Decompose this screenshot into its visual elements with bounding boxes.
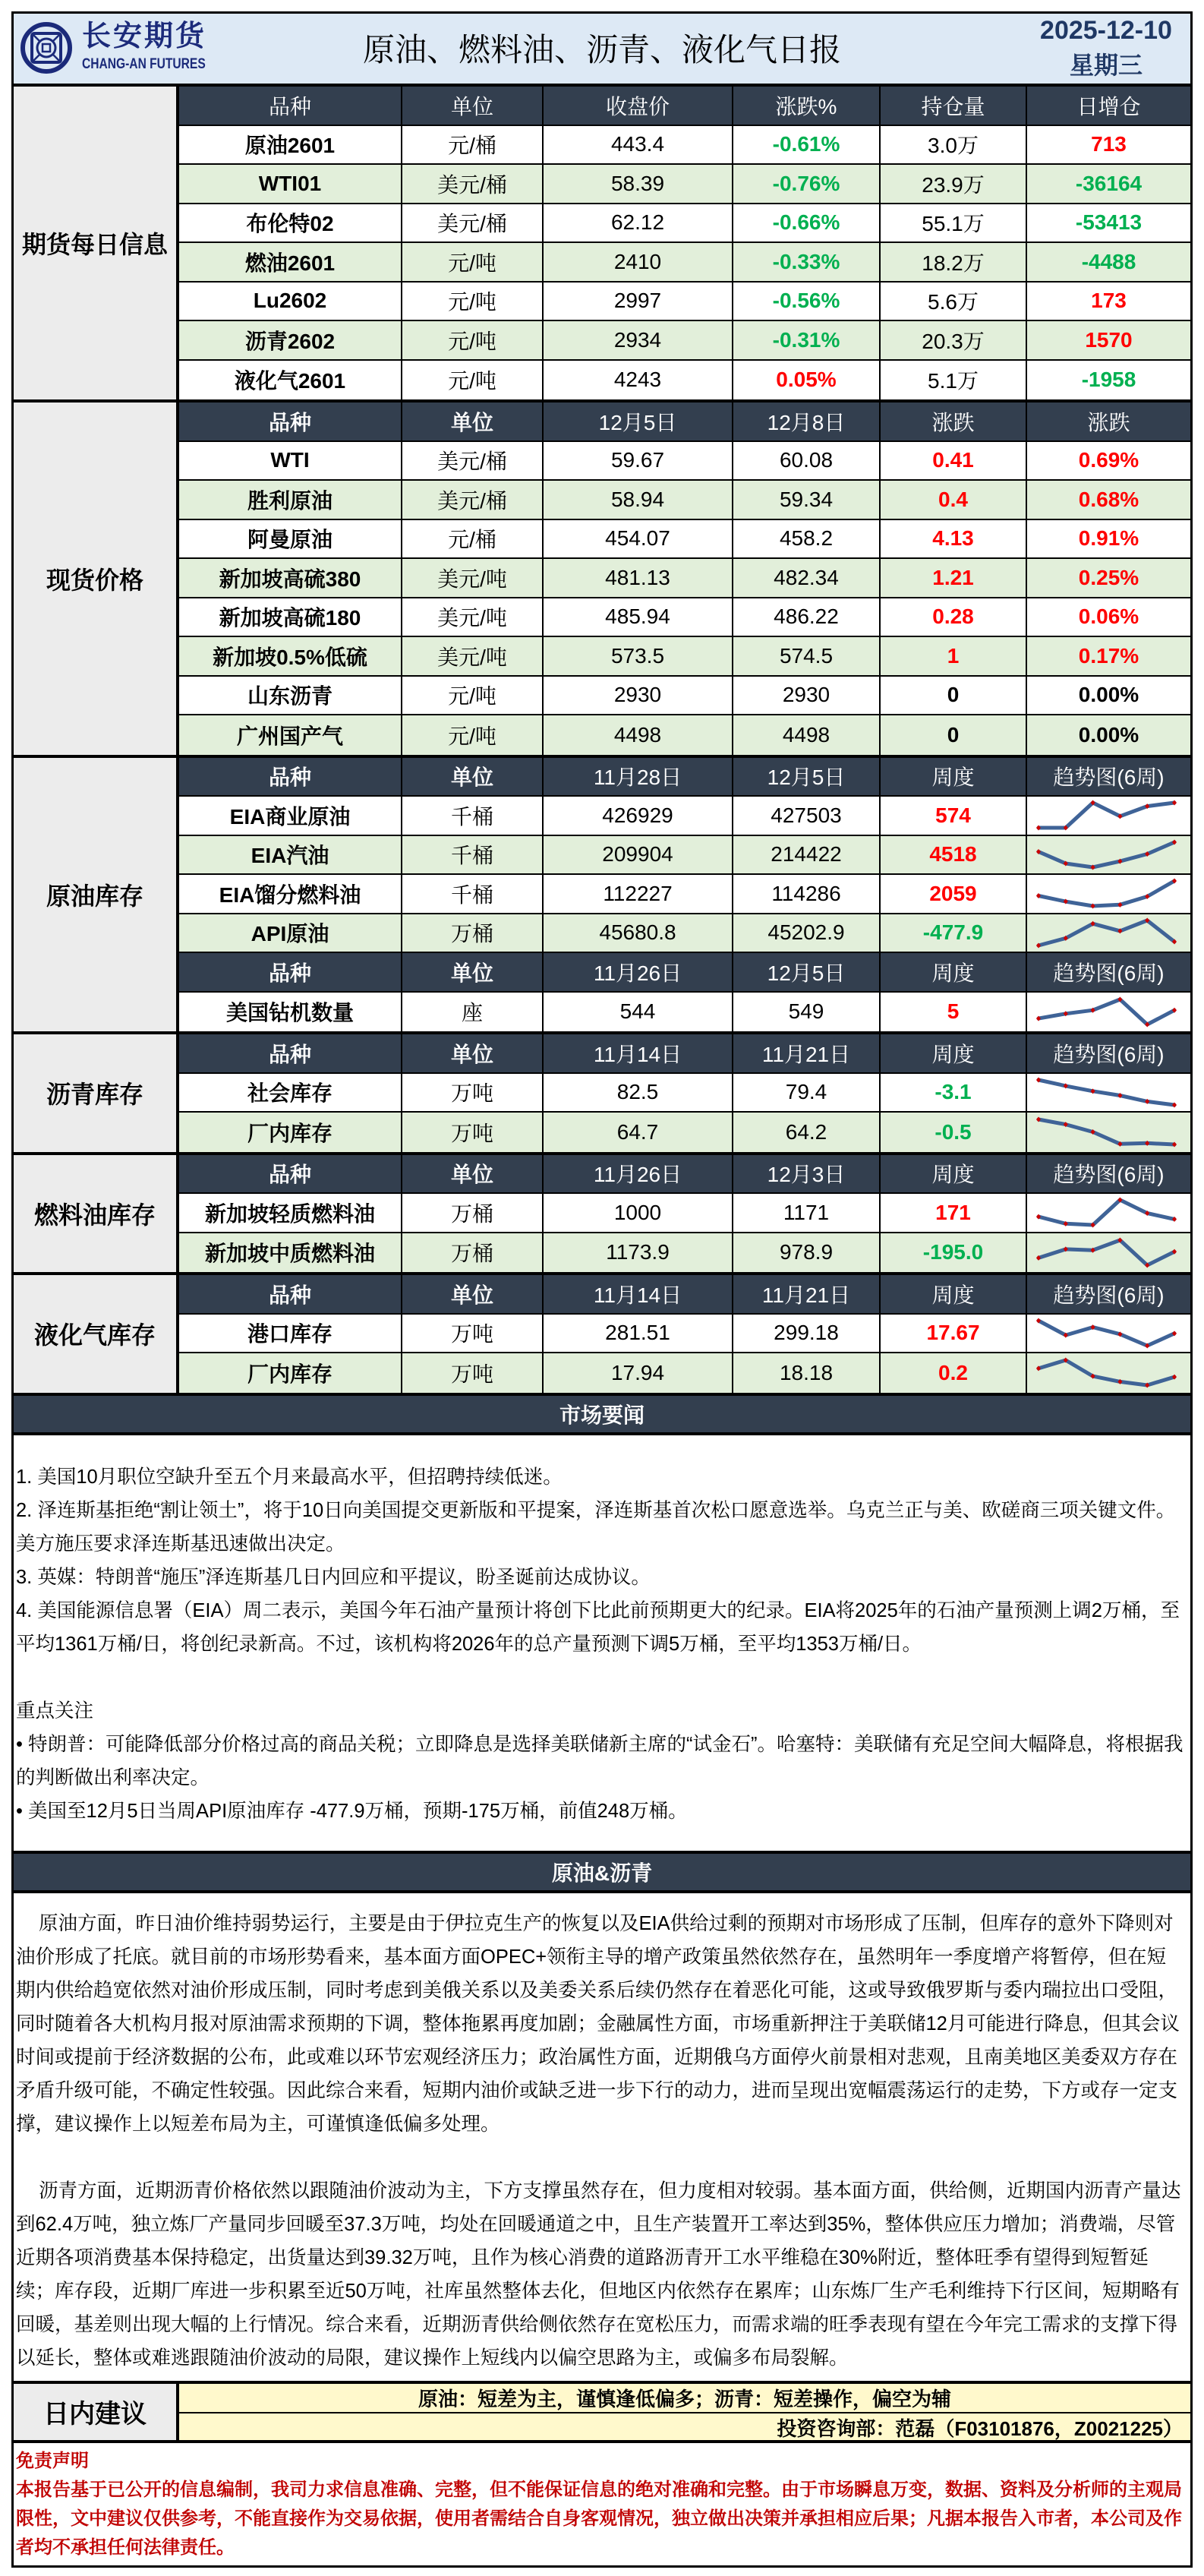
table-row <box>179 715 1190 755</box>
change-pct: -0.33% <box>733 243 881 281</box>
disclaimer-title: 免责声明 <box>16 2450 89 2471</box>
item-name: 社会库存 <box>179 1074 402 1112</box>
item-name: 厂内库存 <box>179 1353 402 1393</box>
column-header: 趋势图(6周) <box>1053 1163 1165 1187</box>
table-row <box>179 1074 1190 1113</box>
table-header-row <box>179 1155 1190 1195</box>
previous-price: 59.67 <box>544 442 733 480</box>
table-header-row <box>179 1034 1190 1074</box>
item-name: 港口库存 <box>179 1315 402 1353</box>
weekly-change: 4518 <box>881 836 1027 874</box>
item-name: 新加坡0.5%低硫 <box>179 637 402 675</box>
unit: 元/吨 <box>402 715 544 755</box>
weekly-change: 2059 <box>881 875 1027 913</box>
unit: 元/桶 <box>402 520 544 558</box>
unit: 万吨 <box>402 1353 544 1393</box>
change: 1.21 <box>881 559 1027 597</box>
change-pct: -0.61% <box>733 126 881 164</box>
column-header: 12月3日 <box>733 1155 881 1193</box>
news-item: 3. 英媒：特朗普“施压”泽连斯基几日内回应和平提议，盼圣诞前达成协议。 <box>16 1566 651 1588</box>
unit: 千桶 <box>402 875 544 913</box>
table-row <box>179 481 1190 520</box>
column-header: 品种 <box>179 87 402 125</box>
column-header: 周度 <box>881 953 1027 991</box>
item-name: EIA馏分燃料油 <box>179 875 402 913</box>
current-price: 60.08 <box>733 442 881 480</box>
trend-sparkline <box>1027 914 1190 952</box>
unit: 美元/桶 <box>402 165 544 203</box>
crude-inventory-section <box>14 758 1190 1035</box>
previous-value: 281.51 <box>544 1315 733 1353</box>
current-value: 18.18 <box>733 1353 881 1393</box>
previous-value: 17.94 <box>544 1353 733 1393</box>
section-label: 现货价格 <box>14 402 179 755</box>
column-header: 11月26日 <box>544 953 733 991</box>
table-row <box>179 321 1190 361</box>
oi-change: -1958 <box>1081 368 1136 392</box>
previous-price: 58.94 <box>544 481 733 519</box>
previous-value: 1000 <box>544 1194 733 1232</box>
current-price: 59.34 <box>733 481 881 519</box>
unit: 千桶 <box>402 797 544 835</box>
item-name: EIA汽油 <box>179 836 402 874</box>
intraday-advice-section <box>14 2384 1190 2443</box>
focus-item: • 特朗普：可能降低部分价格过高的商品关税；立即降息是选择美联储新主席的“试金石”。哈塞特：美联储有充足空间大幅降息，将根据我的判断做出利率决定。 <box>16 1733 1184 1788</box>
unit: 万桶 <box>402 914 544 952</box>
unit: 座 <box>402 993 544 1032</box>
column-header: 品种 <box>179 1275 402 1313</box>
close-price: 62.12 <box>544 204 733 242</box>
column-header: 周度 <box>881 1155 1027 1193</box>
column-header: 涨跌% <box>733 87 881 125</box>
column-header: 单位 <box>402 402 544 440</box>
column-header: 品种 <box>179 758 402 796</box>
advice-block <box>179 2384 1190 2440</box>
section-label: 燃料油库存 <box>14 1155 179 1273</box>
contract-name: 原油2601 <box>179 126 402 164</box>
section-label: 沥青库存 <box>14 1034 179 1152</box>
weekly-change: 574 <box>881 797 1027 835</box>
item-name: 新加坡高硫180 <box>179 598 402 636</box>
sparkline-chart-icon <box>1027 1354 1190 1391</box>
brand-name-cn: 长安期货 <box>82 21 207 52</box>
lpg-inventory-section <box>14 1275 1190 1396</box>
change-pct: 0.06% <box>1078 605 1139 629</box>
change-pct: 0.00% <box>1078 683 1139 707</box>
table-row <box>179 559 1190 598</box>
news-item: 2. 泽连斯基拒绝“割让领土”，将于10日向美国提交更新版和平提案，泽连斯基首次松口愿意选举。乌克兰正与美、欧磋商三项关键文件。美方施压要求泽连斯基迅速做出决定。 <box>16 1499 1176 1555</box>
item-name: 广州国产气 <box>179 715 402 755</box>
focus-title: 重点关注 <box>16 1700 94 1722</box>
previous-value: 82.5 <box>544 1074 733 1112</box>
asphalt-inventory-section <box>14 1034 1190 1155</box>
item-name: 新加坡轻质燃料油 <box>179 1194 402 1232</box>
current-price: 4498 <box>733 715 881 755</box>
crude-oil-analysis: 原油方面，昨日油价维持弱势运行，主要是由于伊拉克生产的恢复以及EIA供给过剩的预期对市场形成了压制，但库存的意外下降则对油价形成了托底。就目前的市场形势看来，基本面方面OPEC+领衔主导的增产政策虽然依然存在，虽然明年一季度增产将暂停，但在短期内供给趋宽依然对油价形成压制，同时考虑到美俄关系以及美委关系后续仍然存在着恶化可能，这或导致俄罗斯与委内瑞拉出口受阻，同时随着各大机构月报对原油需求预期的下调，整体拖累再度加剧；金融属性方面，市场重新押注于美联储12月可能进行降息，但其会议时间或提前于经济数据的公布，此或难以环节宏观经济压力；政治属性方面，近期俄乌方面停火前景相对悲观，且南美地区美委双方存在矛盾升级可能，不确定性较强。因此综合来看，短期内油价或缺乏进一步下行的动力，进而呈现出宽幅震荡运行的走势，下方或存一定支撑，建议操作上以短差布局为主，可谨慎逢低偏多处理。 <box>16 1912 1180 2135</box>
section-label: 日内建议 <box>14 2384 179 2440</box>
trend-sparkline <box>1027 836 1190 874</box>
open-interest: 20.3万 <box>881 321 1027 359</box>
sparkline-chart-icon <box>1027 875 1190 912</box>
table-row <box>179 836 1190 876</box>
disclaimer-text: 本报告基于已公开的信息编制，我司力求信息准确、完整，但不能保证信息的绝对准确和完整。由于市场瞬息万变，数据、资料及分析师的主观局限性，文中建议仅供参考，不能直接作为交易依据，使用者需结合自身客观情况，独立做出决策并承担相应后果；凡据本报告入市者，本公司及作者均不承担任何法律责任。 <box>16 2479 1182 2558</box>
brand-name-en: CHANG-AN FUTURES <box>82 56 206 72</box>
column-header: 涨跌 <box>881 402 1027 440</box>
current-price: 482.34 <box>733 559 881 597</box>
table-header-row <box>179 758 1190 797</box>
table-row <box>179 993 1190 1032</box>
trend-sparkline <box>1027 1194 1190 1232</box>
report-title: 原油、燃料油、沥青、液化气日报 <box>362 32 841 68</box>
unit: 元/吨 <box>402 321 544 359</box>
weekly-change: 171 <box>881 1194 1027 1232</box>
trend-sparkline <box>1027 1074 1190 1112</box>
current-value: 1171 <box>733 1194 881 1232</box>
report-weekday: 星期三 <box>1069 52 1143 79</box>
change-pct: 0.69% <box>1078 448 1139 472</box>
table-row <box>179 520 1190 560</box>
market-news-header: 市场要闻 <box>14 1396 1190 1435</box>
asphalt-inventory-table <box>179 1034 1190 1152</box>
previous-price: 454.07 <box>544 520 733 558</box>
column-header: 日增仓 <box>1076 94 1141 118</box>
section-label: 原油库存 <box>14 758 179 1032</box>
table-row <box>179 243 1190 283</box>
unit: 万桶 <box>402 1233 544 1273</box>
table-header-row <box>179 87 1190 126</box>
close-price: 2410 <box>544 243 733 281</box>
item-name: 新加坡中质燃料油 <box>179 1233 402 1273</box>
table-header-row <box>179 953 1190 993</box>
report-date: 2025-12-10 <box>1040 16 1172 45</box>
oi-change: 1570 <box>1085 327 1133 352</box>
column-header: 周度 <box>881 758 1027 796</box>
weekly-change: -3.1 <box>881 1074 1027 1112</box>
current-value: 214422 <box>733 836 881 874</box>
table-row <box>179 1315 1190 1354</box>
open-interest: 55.1万 <box>881 204 1027 242</box>
change-pct: -0.56% <box>733 283 881 320</box>
advice-text: 原油：短差为主，谨慎逢低偏多；沥青：短差操作，偏空为辅 <box>179 2384 1190 2413</box>
close-price: 2997 <box>544 283 733 320</box>
unit: 元/吨 <box>402 243 544 281</box>
previous-value: 64.7 <box>544 1113 733 1152</box>
column-header: 单位 <box>402 953 544 991</box>
unit: 元/桶 <box>402 126 544 164</box>
current-price: 574.5 <box>733 637 881 675</box>
current-value: 549 <box>733 993 881 1032</box>
sparkline-chart-icon <box>1027 1113 1190 1151</box>
previous-price: 481.13 <box>544 559 733 597</box>
column-header: 品种 <box>179 1155 402 1193</box>
sparkline-chart-icon <box>1027 1074 1190 1111</box>
unit: 元/吨 <box>402 361 544 400</box>
report-header <box>14 14 1190 87</box>
table-row <box>179 914 1190 954</box>
table-row <box>179 126 1190 166</box>
unit: 美元/桶 <box>402 442 544 480</box>
change: 0 <box>881 715 1027 755</box>
oi-change: 173 <box>1091 289 1127 313</box>
oi-change: -53413 <box>1075 210 1143 235</box>
sparkline-chart-icon <box>1027 836 1190 873</box>
news-item: 4. 美国能源信息署（EIA）周二表示，美国今年石油产量预计将创下比此前预期更大的纪录。EIA将2025年的石油产量预测上调2万桶，至平均1361万桶/日，将创纪录新高。不过，该机构将2026年的总产量预测下调5万桶，至平均1353万桶/日。 <box>16 1599 1180 1655</box>
trend-sparkline <box>1027 797 1190 835</box>
report-date-block <box>1023 14 1189 80</box>
current-value: 978.9 <box>733 1233 881 1273</box>
column-header: 11月26日 <box>544 1155 733 1193</box>
change-pct: 0.68% <box>1078 487 1139 511</box>
column-header: 单位 <box>402 758 544 796</box>
current-value: 299.18 <box>733 1315 881 1353</box>
open-interest: 23.9万 <box>881 165 1027 203</box>
lpg-inventory-table <box>179 1275 1190 1393</box>
close-price: 2934 <box>544 321 733 359</box>
item-name: 山东沥青 <box>179 677 402 715</box>
oi-change: -36164 <box>1075 171 1143 195</box>
table-row <box>179 677 1190 716</box>
previous-value: 112227 <box>544 875 733 913</box>
analyst-credit: 投资咨询部：范磊（F03101876，Z0021225） <box>777 2417 1183 2440</box>
column-header: 趋势图(6周) <box>1053 961 1165 985</box>
sparkline-chart-icon <box>1027 993 1190 1031</box>
column-header: 品种 <box>179 1034 402 1072</box>
current-value: 64.2 <box>733 1113 881 1152</box>
open-interest: 3.0万 <box>881 126 1027 164</box>
weekly-change: -0.5 <box>881 1113 1027 1152</box>
asphalt-analysis: 沥青方面，近期沥青价格依然以跟随油价波动为主，下方支撑虽然存在，但力度相对较弱。基本面方面，供给侧，近期国内沥青产量达到62.4万吨，独立炼厂产量同步回暖至37.3万吨，均处在回暖通道之中，且生产装置开工率达到35%，整体供应压力增加；消费端，尽管近期各项消费基本保持稳定，出货量达到39.32万吨，且作为核心消费的道路沥青开工水平维稳在30%附近，整体旺季有望得到短暂延续；库存段，近期厂库进一步积累至近50万吨，社库虽然整体去化，但地区内依然存在累库；山东炼厂生产毛利维持下行区间，短期略有回暖，基差则出现大幅的上行情况。综合来看，近期沥青供给侧依然存在宽松压力，而需求端的旺季表现有望在今年完工需求的支撑下得以延长，整体或难逃跟随油价波动的局限，建议操作上短线内以偏空思路为主，或偏多布局裂解。 <box>16 2180 1181 2369</box>
sparkline-chart-icon <box>1027 1315 1190 1352</box>
contract-name: WTI01 <box>179 165 402 203</box>
table-row <box>179 165 1190 204</box>
current-value: 79.4 <box>733 1074 881 1112</box>
table-row <box>179 1113 1190 1152</box>
futures-table <box>179 87 1190 399</box>
contract-name: 沥青2602 <box>179 321 402 359</box>
column-header: 12月8日 <box>733 402 881 440</box>
column-header: 周度 <box>881 1275 1027 1313</box>
table-header-row <box>179 402 1190 442</box>
sparkline-chart-icon <box>1027 1194 1190 1231</box>
weekly-change: -195.0 <box>881 1233 1027 1273</box>
unit: 美元/桶 <box>402 481 544 519</box>
table-row <box>179 1194 1190 1233</box>
unit: 元/吨 <box>402 677 544 715</box>
change: 0.28 <box>881 598 1027 636</box>
change: 0.4 <box>881 481 1027 519</box>
current-value: 45202.9 <box>733 914 881 952</box>
close-price: 4243 <box>544 361 733 400</box>
column-header: 品种 <box>179 953 402 991</box>
change-pct: -0.31% <box>733 321 881 359</box>
table-row <box>179 442 1190 481</box>
item-name: 美国钻机数量 <box>179 993 402 1032</box>
table-row <box>179 1353 1190 1393</box>
change-pct: 0.91% <box>1078 526 1139 551</box>
unit: 美元/桶 <box>402 204 544 242</box>
change: 1 <box>881 637 1027 675</box>
change-pct: -0.76% <box>733 165 881 203</box>
table-row <box>179 204 1190 244</box>
change: 0 <box>881 677 1027 715</box>
sparkline-chart-icon <box>1027 1234 1190 1271</box>
unit: 万吨 <box>402 1074 544 1112</box>
spot-price-section <box>14 402 1190 758</box>
item-name: WTI <box>179 442 402 480</box>
trend-sparkline <box>1027 1113 1190 1152</box>
disclaimer <box>14 2443 1190 2565</box>
table-header-row <box>179 1275 1190 1315</box>
weekly-change: 5 <box>881 993 1027 1032</box>
current-price: 2930 <box>733 677 881 715</box>
table-row <box>179 283 1190 322</box>
unit: 千桶 <box>402 836 544 874</box>
current-price: 486.22 <box>733 598 881 636</box>
column-header: 11月14日 <box>544 1275 733 1313</box>
column-header: 趋势图(6周) <box>1053 1042 1165 1066</box>
previous-price: 485.94 <box>544 598 733 636</box>
analysis-header: 原油&沥青 <box>14 1854 1190 1893</box>
column-header: 单位 <box>402 1155 544 1193</box>
unit: 美元/吨 <box>402 637 544 675</box>
trend-sparkline <box>1027 1315 1190 1353</box>
unit: 美元/吨 <box>402 559 544 597</box>
sparkline-chart-icon <box>1027 797 1190 834</box>
item-name: 厂内库存 <box>179 1113 402 1152</box>
crude-inventory-table <box>179 758 1190 1032</box>
analysis-content <box>14 1893 1190 2384</box>
open-interest: 18.2万 <box>881 243 1027 281</box>
column-header: 12月5日 <box>544 402 733 440</box>
table-row <box>179 875 1190 914</box>
open-interest: 5.1万 <box>881 361 1027 400</box>
column-header: 11月21日 <box>733 1275 881 1313</box>
column-header: 12月5日 <box>733 758 881 796</box>
change-pct: 0.17% <box>1078 643 1139 668</box>
section-label: 期货每日信息 <box>14 87 179 399</box>
previous-value: 544 <box>544 993 733 1032</box>
column-header: 品种 <box>179 402 402 440</box>
contract-name: 液化气2601 <box>179 361 402 400</box>
fuel-oil-inventory-section <box>14 1155 1190 1276</box>
column-header: 11月28日 <box>544 758 733 796</box>
column-header: 收盘价 <box>544 87 733 125</box>
unit: 万桶 <box>402 1194 544 1232</box>
item-name: 阿曼原油 <box>179 520 402 558</box>
column-header: 12月5日 <box>733 953 881 991</box>
column-header: 周度 <box>881 1034 1027 1072</box>
futures-daily-section <box>14 87 1190 402</box>
unit: 美元/吨 <box>402 598 544 636</box>
change: 0.41 <box>881 442 1027 480</box>
weekly-change: -477.9 <box>881 914 1027 952</box>
column-header: 趋势图(6周) <box>1053 766 1165 790</box>
unit: 万吨 <box>402 1315 544 1353</box>
column-header: 单位 <box>402 1034 544 1072</box>
previous-value: 1173.9 <box>544 1233 733 1273</box>
column-header: 涨跌 <box>1087 410 1130 434</box>
column-header: 11月21日 <box>733 1034 881 1072</box>
open-interest: 5.6万 <box>881 283 1027 320</box>
previous-price: 4498 <box>544 715 733 755</box>
contract-name: Lu2602 <box>179 283 402 320</box>
previous-value: 209904 <box>544 836 733 874</box>
spot-table <box>179 402 1190 755</box>
unit: 元/吨 <box>402 283 544 320</box>
trend-sparkline <box>1027 875 1190 913</box>
column-header: 趋势图(6周) <box>1053 1283 1165 1307</box>
focus-item: • 美国至12月5日当周API原油库存 -477.9万桶，预期-175万桶，前值248万桶。 <box>16 1800 688 1822</box>
change-pct: 0.00% <box>1078 722 1139 747</box>
column-header: 11月14日 <box>544 1034 733 1072</box>
item-name: EIA商业原油 <box>179 797 402 835</box>
market-news-content <box>14 1435 1190 1854</box>
previous-price: 2930 <box>544 677 733 715</box>
change: 4.13 <box>881 520 1027 558</box>
previous-value: 45680.8 <box>544 914 733 952</box>
table-row <box>179 637 1190 677</box>
contract-name: 燃油2601 <box>179 243 402 281</box>
current-price: 458.2 <box>733 520 881 558</box>
column-header: 持仓量 <box>881 87 1027 125</box>
item-name: API原油 <box>179 914 402 952</box>
weekly-change: 0.2 <box>881 1353 1027 1393</box>
table-row <box>179 797 1190 836</box>
table-row <box>179 598 1190 638</box>
change-pct: 0.25% <box>1078 565 1139 589</box>
oi-change: -4488 <box>1081 249 1136 273</box>
column-header: 单位 <box>402 1275 544 1313</box>
column-header: 单位 <box>402 87 544 125</box>
sparkline-chart-icon <box>1027 914 1190 952</box>
weekly-change: 17.67 <box>881 1315 1027 1353</box>
table-row <box>179 1233 1190 1273</box>
item-name: 新加坡高硫380 <box>179 559 402 597</box>
change-pct: -0.66% <box>733 204 881 242</box>
contract-name: 布伦特02 <box>179 204 402 242</box>
section-label: 液化气库存 <box>14 1275 179 1393</box>
current-value: 114286 <box>733 875 881 913</box>
trend-sparkline <box>1027 1233 1190 1273</box>
previous-price: 573.5 <box>544 637 733 675</box>
close-price: 443.4 <box>544 126 733 164</box>
report-frame <box>11 11 1193 2568</box>
table-row <box>179 361 1190 400</box>
change-pct: 0.05% <box>733 361 881 400</box>
current-value: 427503 <box>733 797 881 835</box>
oi-change: 713 <box>1091 132 1127 156</box>
trend-sparkline <box>1027 1353 1190 1393</box>
item-name: 胜利原油 <box>179 481 402 519</box>
close-price: 58.39 <box>544 165 733 203</box>
unit: 万吨 <box>402 1113 544 1152</box>
fuel-oil-inventory-table <box>179 1155 1190 1273</box>
trend-sparkline <box>1027 993 1190 1032</box>
previous-value: 426929 <box>544 797 733 835</box>
news-item: 1. 美国10月职位空缺升至五个月来最高水平，但招聘持续低迷。 <box>16 1466 563 1488</box>
